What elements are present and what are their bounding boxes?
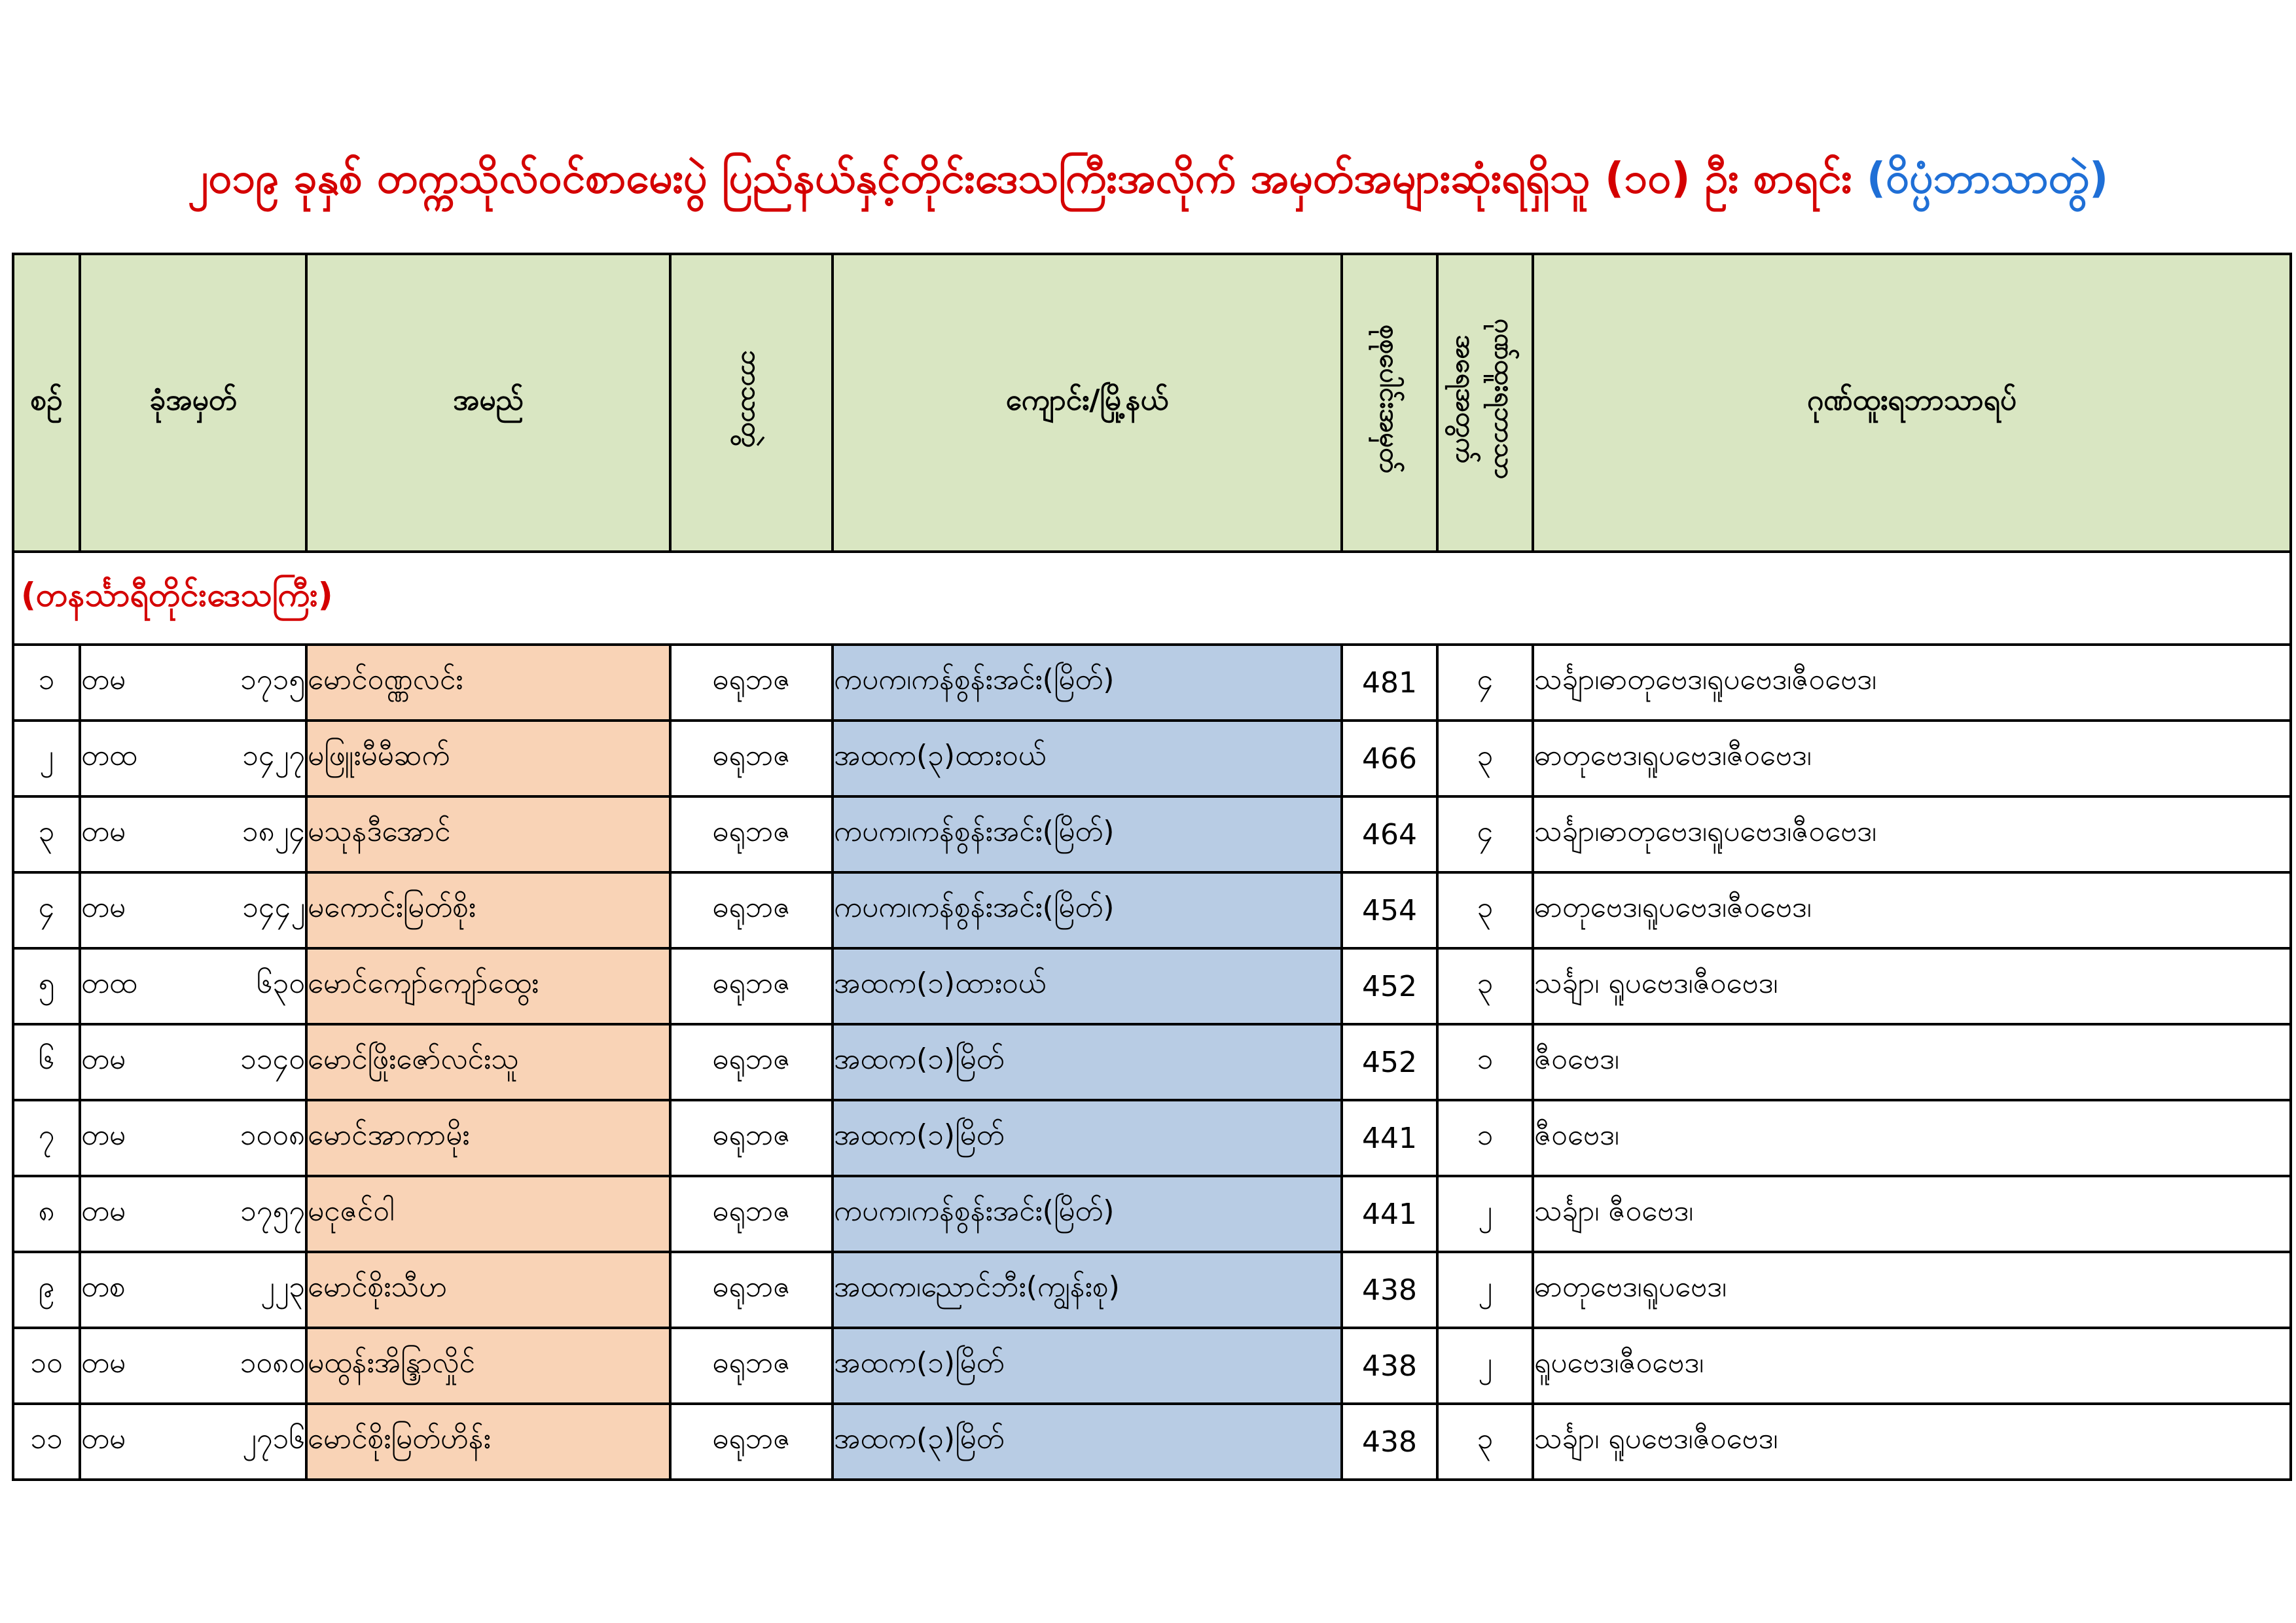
roll-prefix: တမ	[81, 815, 126, 848]
row-total: 441	[1342, 1100, 1437, 1176]
table-row	[13, 796, 2291, 872]
row-subject-combo: ဓရုဘဇ	[670, 1176, 833, 1252]
region-row	[13, 552, 2291, 645]
header-row	[13, 254, 2291, 552]
table-row	[13, 645, 2291, 721]
row-subject-combo: ဓရုဘဇ	[670, 1100, 833, 1176]
header-total	[1342, 254, 1437, 552]
row-school: အထက(၁)မြိတ်	[833, 1328, 1342, 1404]
row-no: ၃	[13, 796, 80, 872]
row-subject-combo: ဓရုဘဇ	[670, 948, 833, 1024]
row-subject-combo: ဓရုဘဇ	[670, 1024, 833, 1100]
header-subject-combo-label: ဘာသာတွဲ	[736, 350, 766, 448]
roll-prefix: တမ	[81, 1422, 126, 1455]
table-row	[13, 872, 2291, 948]
roll-prefix: တမ	[81, 1346, 126, 1380]
header-distinctions	[1437, 254, 1533, 552]
row-distinction-subjects: သင်္ချာ၊ ရူပဗေဒ၊ဇီဝဗေဒ၊	[1533, 1404, 2291, 1480]
roll-number: ၁၄၄၂	[242, 891, 305, 924]
row-distinctions: ၂	[1437, 1252, 1533, 1328]
roll-prefix: တထ	[81, 739, 137, 772]
row-no: ၆	[13, 1024, 80, 1100]
row-school: အထက(၁)မြိတ်	[833, 1100, 1342, 1176]
row-name: မောင်အာကာမိုး	[306, 1100, 670, 1176]
row-distinctions: ၃	[1437, 1404, 1533, 1480]
row-total: 452	[1342, 948, 1437, 1024]
row-roll	[80, 1176, 306, 1252]
row-school: ကပက၊ကန်စွန်းအင်း(မြိတ်)	[833, 645, 1342, 721]
header-distinction-subjects: ဂုဏ်ထူးရဘာသာရပ်	[1533, 254, 2291, 552]
row-distinctions: ၁	[1437, 1100, 1533, 1176]
row-distinctions: ၃	[1437, 948, 1533, 1024]
row-subject-combo: ဓရုဘဇ	[670, 1404, 833, 1480]
row-name: မထွန်းအိန္ဒြာလှိုင်	[306, 1328, 670, 1404]
row-school: ကပက၊ကန်စွန်းအင်း(မြိတ်)	[833, 796, 1342, 872]
row-subject-combo: ဓရုဘဇ	[670, 645, 833, 721]
roll-number: ၁၄၂၇	[242, 739, 305, 772]
roll-number: ၁၀၀၈	[240, 1118, 305, 1152]
row-name: မောင်ဝဏ္ဏလင်း	[306, 645, 670, 721]
row-total: 438	[1342, 1252, 1437, 1328]
row-name: မကောင်းမြတ်စိုး	[306, 872, 670, 948]
row-no: ၇	[13, 1100, 80, 1176]
row-distinction-subjects: သင်္ချာ၊ ရူပဗေဒ၊ဇီဝဗေဒ၊	[1533, 948, 2291, 1024]
row-roll	[80, 1404, 306, 1480]
page-title	[0, 152, 2296, 213]
table-row	[13, 1024, 2291, 1100]
row-school: အထက(၁)မြိတ်	[833, 1024, 1342, 1100]
table-row	[13, 1252, 2291, 1328]
roll-number: ၁၈၂၄	[242, 815, 305, 848]
roll-number: ၂၇၁၆	[242, 1422, 305, 1455]
row-school: ကပက၊ကန်စွန်းအင်း(မြိတ်)	[833, 1176, 1342, 1252]
header-distinctions-label: ဂုဏ်ထူးရဘာသာအရေအတွက်	[1450, 319, 1519, 480]
row-distinctions: ၂	[1437, 1328, 1533, 1404]
row-no: ၁၁	[13, 1404, 80, 1480]
table-row	[13, 721, 2291, 796]
row-no: ၁	[13, 645, 80, 721]
row-roll	[80, 1024, 306, 1100]
row-school: ကပက၊ကန်စွန်းအင်း(မြိတ်)	[833, 872, 1342, 948]
row-roll	[80, 1252, 306, 1328]
row-distinction-subjects: ဓာတုဗေဒ၊ရူပဗေဒ၊ဇီဝဗေဒ၊	[1533, 872, 2291, 948]
row-name: မောင်ကျော်ကျော်ထွေး	[306, 948, 670, 1024]
roll-prefix: တစ	[81, 1270, 126, 1304]
roll-prefix: တထ	[81, 967, 137, 1000]
roll-prefix: တမ	[81, 1043, 126, 1076]
row-total: 464	[1342, 796, 1437, 872]
row-subject-combo: ဓရုဘဇ	[670, 1328, 833, 1404]
row-no: ၁၀	[13, 1328, 80, 1404]
row-name: မောင်ဖြိုးဇော်လင်းသူ	[306, 1024, 670, 1100]
header-subject-combo	[670, 254, 833, 552]
header-school: ကျောင်း/မြို့နယ်	[833, 254, 1342, 552]
roll-prefix: တမ	[81, 1118, 126, 1152]
row-distinction-subjects: ဓာတုဗေဒ၊ရူပဗေဒ၊	[1533, 1252, 2291, 1328]
row-school: အထက(၁)ထားဝယ်	[833, 948, 1342, 1024]
row-name: မောင်စိုးမြတ်ဟိန်း	[306, 1404, 670, 1480]
title-main: ၂၀၁၉ ခုနှစ် တက္ကသိုလ်ဝင်စာမေးပွဲ ပြည်နယ်နှင့်တိုင်းဒေသကြီးအလိုက် အမှတ်အများဆုံးရရှိသူ (၁၀) ဦး စာရင်း	[187, 154, 1852, 203]
row-no: ၈	[13, 1176, 80, 1252]
row-subject-combo: ဓရုဘဇ	[670, 872, 833, 948]
roll-number: ၂၂၃	[260, 1270, 305, 1304]
row-distinction-subjects: ဇီဝဗေဒ၊	[1533, 1024, 2291, 1100]
row-distinction-subjects: သင်္ချာ၊ဓာတုဗေဒ၊ရူပဗေဒ၊ဇီဝဗေဒ၊	[1533, 645, 2291, 721]
row-name: မသုနဒီအောင်	[306, 796, 670, 872]
table-row	[13, 948, 2291, 1024]
row-roll	[80, 721, 306, 796]
row-total: 441	[1342, 1176, 1437, 1252]
row-roll	[80, 1328, 306, 1404]
title-stream: (ဝိပ္ပံဘာသာတွဲ)	[1866, 154, 2109, 203]
row-subject-combo: ဓရုဘဇ	[670, 796, 833, 872]
row-distinctions: ၂	[1437, 1176, 1533, 1252]
row-subject-combo: ဓရုဘဇ	[670, 1252, 833, 1328]
roll-number: ၆၃၀	[256, 967, 305, 1000]
table-row	[13, 1176, 2291, 1252]
row-name: မောင်စိုးသီဟ	[306, 1252, 670, 1328]
header-total-label: စုစုပေါင်းအမှတ်	[1374, 325, 1405, 474]
row-no: ၅	[13, 948, 80, 1024]
row-no: ၂	[13, 721, 80, 796]
row-total: 452	[1342, 1024, 1437, 1100]
roll-number: ၁၁၄၀	[240, 1043, 305, 1076]
header-no: စဉ်	[13, 254, 80, 552]
header-roll: ခုံအမှတ်	[80, 254, 306, 552]
row-total: 481	[1342, 645, 1437, 721]
row-roll	[80, 645, 306, 721]
row-total: 466	[1342, 721, 1437, 796]
row-distinction-subjects: သင်္ချာ၊ ဇီဝဗေဒ၊	[1533, 1176, 2291, 1252]
row-distinctions: ၃	[1437, 872, 1533, 948]
roll-prefix: တမ	[81, 891, 126, 924]
row-total: 438	[1342, 1328, 1437, 1404]
row-distinctions: ၄	[1437, 645, 1533, 721]
row-distinction-subjects: ဓာတုဗေဒ၊ရူပဗေဒ၊ဇီဝဗေဒ၊	[1533, 721, 2291, 796]
row-distinction-subjects: ရူပဗေဒ၊ဇီဝဗေဒ၊	[1533, 1328, 2291, 1404]
row-school: အထက၊ညောင်ဘီး(ကျွန်းစု)	[833, 1252, 1342, 1328]
row-total: 438	[1342, 1404, 1437, 1480]
row-distinction-subjects: ဇီဝဗေဒ၊	[1533, 1100, 2291, 1176]
row-name: မဖြူးမီမီဆက်	[306, 721, 670, 796]
row-distinctions: ၁	[1437, 1024, 1533, 1100]
row-distinctions: ၃	[1437, 721, 1533, 796]
table-row	[13, 1404, 2291, 1480]
row-no: ၉	[13, 1252, 80, 1328]
results-table	[12, 253, 2292, 1481]
roll-number: ၁၀၈၀	[240, 1346, 305, 1380]
table-row	[13, 1100, 2291, 1176]
row-distinction-subjects: သင်္ချာ၊ဓာတုဗေဒ၊ရူပဗေဒ၊ဇီဝဗေဒ၊	[1533, 796, 2291, 872]
row-school: အထက(၃)ထားဝယ်	[833, 721, 1342, 796]
row-school: အထက(၃)မြိတ်	[833, 1404, 1342, 1480]
roll-prefix: တမ	[81, 1194, 126, 1228]
row-roll	[80, 796, 306, 872]
roll-number: ၁၇၁၅	[240, 663, 305, 696]
roll-number: ၁၇၅၇	[240, 1194, 305, 1228]
table-row	[13, 1328, 2291, 1404]
row-no: ၄	[13, 872, 80, 948]
header-name: အမည်	[306, 254, 670, 552]
row-name: မငုဇင်ဝါ	[306, 1176, 670, 1252]
row-subject-combo: ဓရုဘဇ	[670, 721, 833, 796]
row-distinctions: ၄	[1437, 796, 1533, 872]
row-roll	[80, 948, 306, 1024]
row-roll	[80, 872, 306, 948]
region-label: (တနင်္သာရီတိုင်းဒေသကြီး)	[13, 552, 2291, 645]
row-total: 454	[1342, 872, 1437, 948]
roll-prefix: တမ	[81, 663, 126, 696]
row-roll	[80, 1100, 306, 1176]
